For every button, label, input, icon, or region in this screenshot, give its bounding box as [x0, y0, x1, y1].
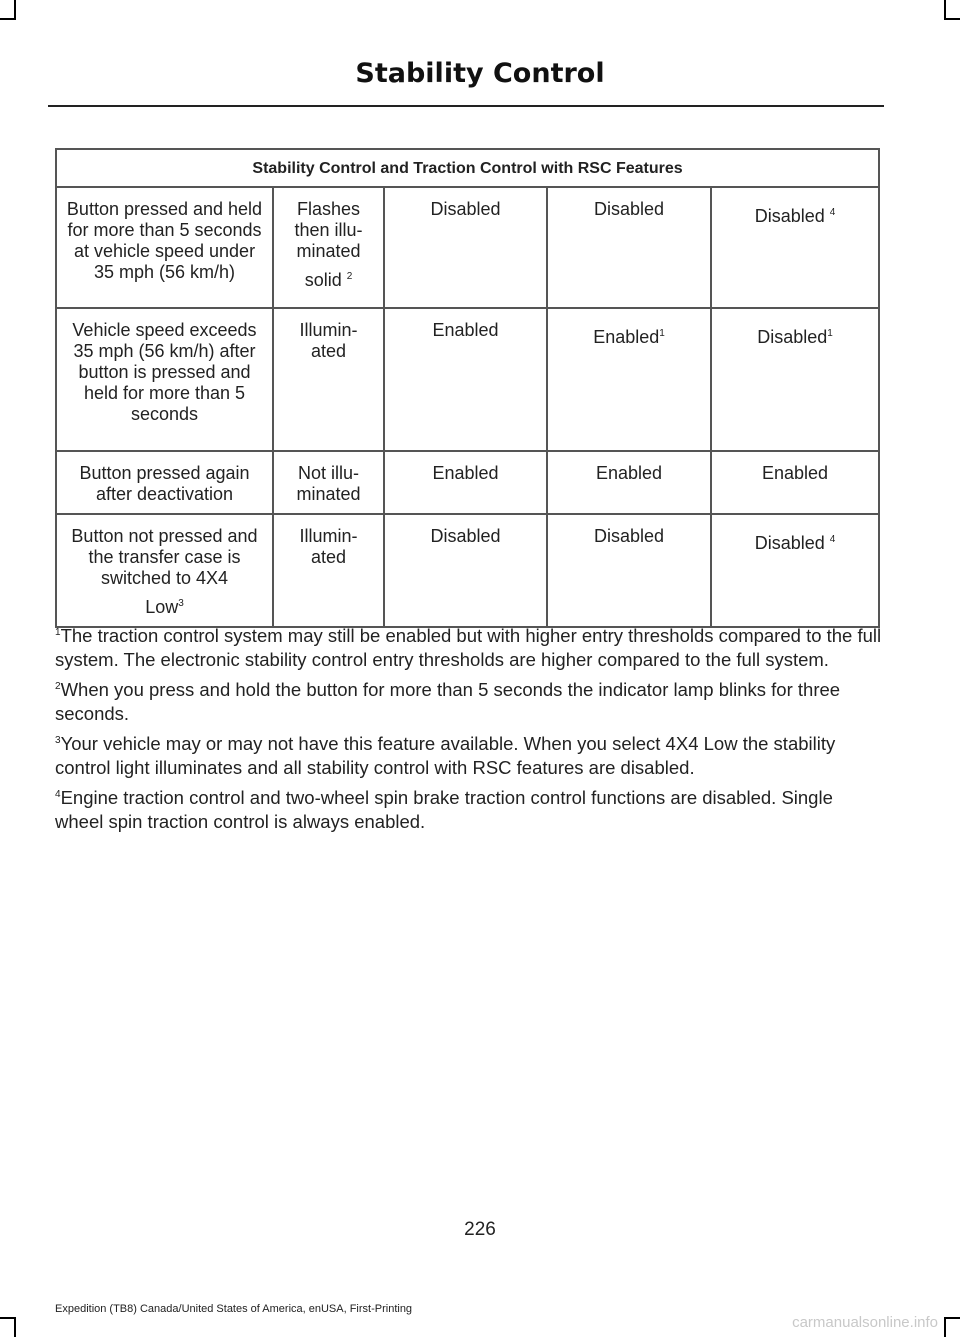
footnote: $^3$Your vehicle may or may not have this feature available. When you select 4X4 Low the stability control light illuminates and all stability control with RSC features are disabled. [55, 733, 836, 778]
footnote-ref: 2 [346, 271, 353, 282]
row-cell: Enabled [384, 451, 547, 514]
row-cell: Disabled [384, 187, 547, 308]
row-cell: Disabled [384, 514, 547, 627]
footnotes [55, 624, 885, 840]
row-cell: Disabled$^1$ [711, 308, 879, 451]
row-lamp-cell: Illumin- ated [273, 308, 384, 451]
table-row [56, 514, 879, 627]
crop-mark-top-right-h [944, 18, 960, 20]
table-row [56, 308, 879, 451]
row-action-cell: Vehicle speed exceeds 35 mph (56 km/h) after button is pressed and held for more than 5 seconds [56, 308, 273, 451]
footnote-ref: 4 [829, 534, 836, 545]
footnote-number: 3 [55, 734, 61, 746]
table-row [56, 451, 879, 514]
row-cell: Enabled$^1$ [547, 308, 711, 451]
crop-mark-top-left [14, 0, 16, 20]
row-cell: Disabled [547, 514, 711, 627]
footnote-ref: 1 [659, 328, 665, 339]
crop-mark-bottom-left-h [0, 1317, 16, 1319]
footnote: $^2$When you press and hold the button for more than 5 seconds the indicator lamp blinks for three seconds. [55, 679, 841, 724]
row-action-cell: Button not pressed and the transfer case is switched to 4X4 Low$^3$ [56, 514, 273, 627]
row-cell: Disabled $^4$ [711, 514, 879, 627]
title-divider [48, 105, 884, 107]
footnote: $^4$Engine traction control and two-wheel spin brake traction control functions are disabled. Single wheel spin traction control is always enabled. [55, 787, 833, 832]
footnote-number: 1 [55, 626, 61, 638]
crop-mark-bottom-right [944, 1317, 946, 1337]
row-lamp-cell: Illumin- ated [273, 514, 384, 627]
crop-mark-bottom-left [14, 1317, 16, 1337]
footnote: $^1$The traction control system may still be enabled but with higher entry thresholds compared to the full system. The electronic stability control entry thresholds are higher compared to the full system. [55, 625, 882, 670]
footnote-ref: 4 [829, 207, 836, 218]
footer-text: Expedition (TB8) Canada/United States of America, enUSA, First-Printing [55, 1303, 413, 1315]
page-number: 226 [464, 1219, 496, 1240]
table-caption-row [56, 149, 879, 187]
table-caption: Stability Control and Traction Control with RSC Features [56, 149, 879, 187]
row-cell: Disabled [547, 187, 711, 308]
footnote-ref: 3 [178, 598, 184, 609]
table-row [56, 187, 879, 308]
footnote-ref: 1 [827, 328, 833, 339]
row-cell: Enabled [384, 308, 547, 451]
crop-mark-top-left-h [0, 18, 16, 20]
features-table [55, 148, 880, 628]
row-lamp-cell: Flashes then illu- minated solid $^2$ [273, 187, 384, 308]
row-cell: Enabled [711, 451, 879, 514]
row-cell: Disabled $^4$ [711, 187, 879, 308]
footnote-number: 4 [55, 788, 61, 800]
crop-mark-top-right [944, 0, 946, 20]
footnote-number: 2 [55, 680, 61, 692]
page-title: Stability Control [355, 58, 605, 89]
row-lamp-cell: Not illu- minated [273, 451, 384, 514]
row-action-cell: Button pressed and held for more than 5 seconds at vehicle speed under 35 mph (56 km/h) [56, 187, 273, 308]
watermark: carmanualsonline.info [792, 1314, 938, 1331]
row-action-cell: Button pressed again after deactivation [56, 451, 273, 514]
crop-mark-bottom-right-h [944, 1317, 960, 1319]
row-cell: Enabled [547, 451, 711, 514]
